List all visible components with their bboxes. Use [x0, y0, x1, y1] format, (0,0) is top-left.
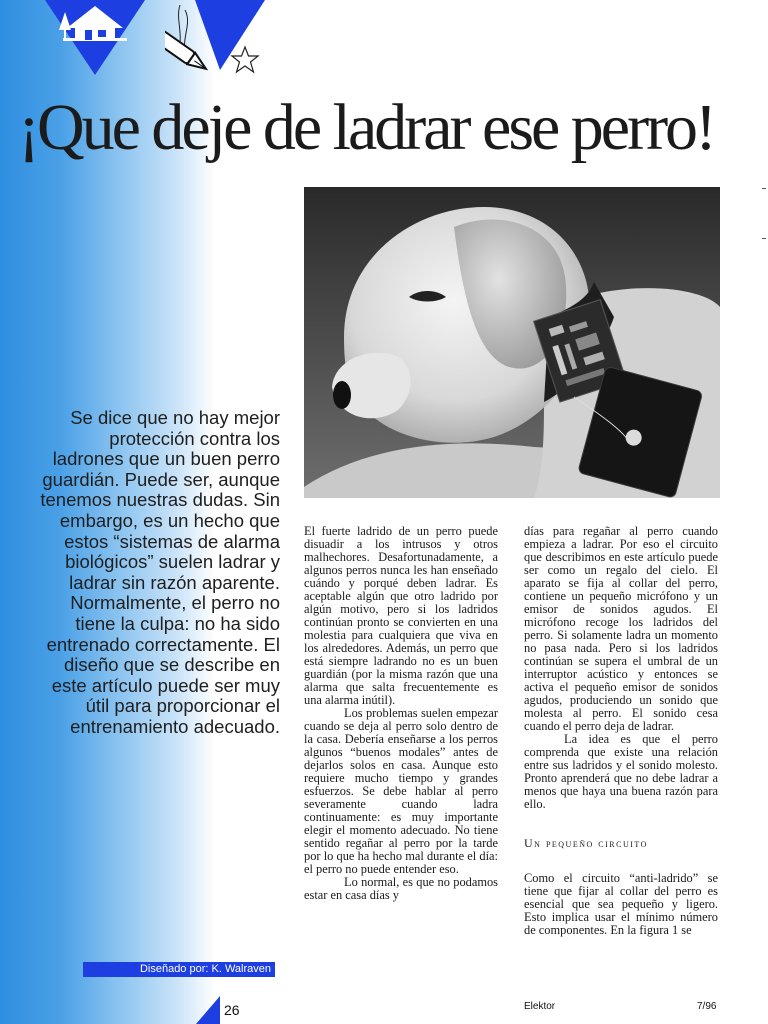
section-subheading: Un pequeño circuito	[524, 836, 648, 850]
issue-number: 7/96	[697, 1001, 717, 1012]
author-credit: Diseñado por: K. Walraven	[83, 962, 275, 977]
paragraph: Lo normal, es que no podamos estar en casa días y	[304, 875, 498, 902]
dog-photo	[304, 187, 720, 498]
crop-mark	[762, 188, 766, 189]
article-intro: Se dice que no hay mejor protección contra los ladrones que un buen perro guardián. Puede ser, aunque tenemos nuestras dudas. Sin embargo, es un hecho que estos “sistemas de alarma biológicos” suelen ladrar y ladrar sin razón aparente. Normalmente, el perro no tiene la culpa: no ha sido entrenado correctamente. El diseño que se describe en este artículo puede ser muy útil para proporcionar el entrenamiento adecuado.	[40, 407, 280, 737]
page-corner-tab	[196, 996, 220, 1024]
article-title: ¡Que deje de ladrar ese perro!	[18, 91, 715, 164]
crop-mark	[762, 238, 766, 239]
body-column-1	[304, 525, 498, 902]
house-icon	[45, 0, 145, 75]
body-column-2	[524, 525, 718, 937]
paragraph: El fuerte ladrido de un perro puede disuadir a los intrusos y otros malhechores. Desafortunadamente, a algunos perros nunca les han enseñado cuándo y porqué deben ladrar. Es aceptable algún que otro ladrido por algún motivo, pero si los ladridos continúan pronto se convierten en una molestia para cualquiera que viva en los alrededores. Además, un perro que está siempre ladrando no es un buen guardián (por la misma razón que una alarma que salta frecuentemente es una alarma inútil).	[304, 524, 498, 707]
paragraph: La idea es que el perro comprenda que existe una relación entre sus ladridos y el sonido molesto. Pronto aprenderá que no debe ladrar a menos que haya una buena razón para ello.	[524, 732, 718, 811]
paragraph: Los problemas suelen empezar cuando se deja al perro solo dentro de la casa. Debería enseñarse a los perros algunos “buenos modales” antes de dejarlos solos en casa. Aunque esto requiere mucho tiempo y grandes esfuerzos. Se debe hablar al perro severamente cuando ladra continuamente: es muy importante elegir el momento adecuado. No tiene sentido regañar al perro por la tarde por lo que ha hecho mal durante el día: el perro no puede entender eso.	[304, 706, 498, 876]
paragraph: Como el circuito “anti-ladrido” se tiene que fijar al collar del perro es esencial que sea pequeño y ligero. Esto implica usar el mínimo número de componentes. En la figura 1 se	[524, 871, 718, 937]
magazine-name: Elektor	[524, 1001, 556, 1012]
paragraph: días para regañar al perro cuando empieza a ladrar. Por eso el circuito que describimos en este artículo puede ser como un regalo del cielo. El aparato se fija al collar del perro, contiene un pequeño micrófono y un emisor de sonidos agudos. El micrófono recoge los ladridos del perro. Si solamente ladra un momento no pasa nada. Pero si los ladridos continúan se supera el umbral de un interruptor acústico y entonces se activa el pequeño emisor de sonidos agudos, produciendo un sonido que molesta al perro. El sonido cesa cuando el perro deja de ladrar.	[524, 524, 718, 733]
page-number: 26	[224, 1002, 240, 1018]
star-icon	[230, 45, 260, 75]
